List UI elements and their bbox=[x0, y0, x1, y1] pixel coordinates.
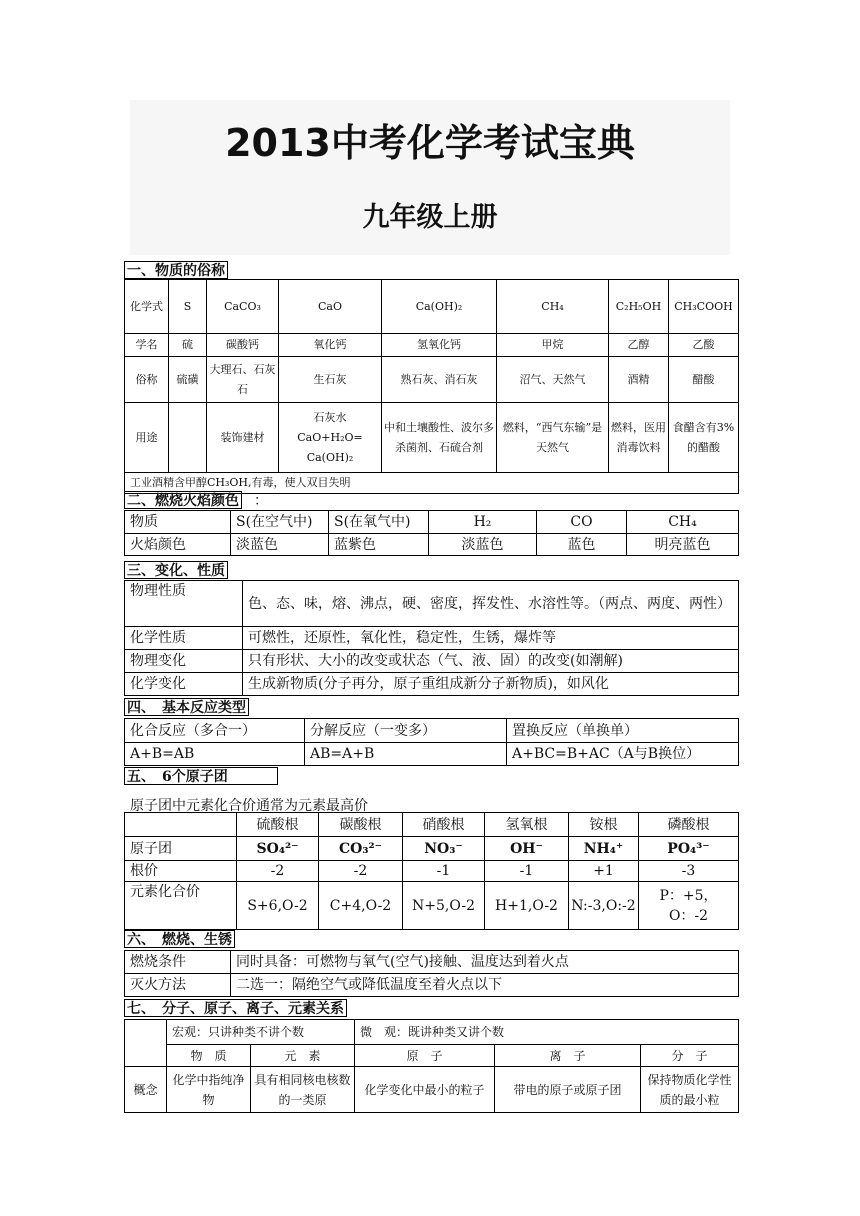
table-cell: 淡蓝色 bbox=[231, 534, 329, 556]
section-1-heading: 一、物质的俗称 bbox=[124, 261, 228, 279]
table-cell: 石灰水 CaO+H₂O= Ca(OH)₂ bbox=[279, 403, 382, 473]
table-cell: S bbox=[169, 280, 207, 334]
table-cell: 用途 bbox=[125, 403, 169, 473]
table-cell bbox=[125, 1020, 167, 1067]
table-cell: 铵根 bbox=[569, 813, 639, 837]
table-cell: 置换反应（单换单） bbox=[507, 719, 739, 743]
table-row bbox=[125, 719, 739, 743]
table-row bbox=[125, 974, 739, 997]
table-row bbox=[125, 627, 739, 650]
table-cell: 原子团 bbox=[125, 837, 237, 861]
table-cell: 甲烷 bbox=[497, 334, 609, 357]
table-cell: 分 子 bbox=[641, 1045, 739, 1067]
flame-color-table bbox=[124, 510, 739, 556]
table-cell: 保持物质化学性质的最小粒 bbox=[641, 1067, 739, 1113]
table-cell: 蓝色 bbox=[537, 534, 627, 556]
table-row bbox=[125, 882, 739, 930]
table-row bbox=[125, 673, 739, 696]
table-cell: A+BC=B+AC（A与B换位） bbox=[507, 743, 739, 766]
table-row bbox=[125, 581, 739, 627]
table-cell: 硫磺 bbox=[169, 357, 207, 403]
table-cell: 元素化合价 bbox=[125, 882, 237, 930]
table-cell: CaCO₃ bbox=[207, 280, 279, 334]
table-cell: 熟石灰、消石灰 bbox=[382, 357, 497, 403]
table-cell: 燃烧条件 bbox=[125, 951, 231, 974]
table-cell: 化学式 bbox=[125, 280, 169, 334]
table-cell: 带电的原子或原子团 bbox=[495, 1067, 641, 1113]
reaction-types-table bbox=[124, 718, 739, 766]
table-cell: Ca(OH)₂ bbox=[382, 280, 497, 334]
table-cell: 化学性质 bbox=[125, 627, 243, 650]
table-cell: 学名 bbox=[125, 334, 169, 357]
table-row bbox=[125, 743, 739, 766]
table-cell: -1 bbox=[485, 861, 569, 882]
table-cell: 物理性质 bbox=[125, 581, 243, 627]
table-row bbox=[125, 403, 739, 473]
table-cell: 具有相同核电核数的一类原 bbox=[251, 1067, 355, 1113]
table-cell: CO₃²⁻ bbox=[319, 837, 403, 861]
table-footnote: 工业酒精含甲醇CH₃OH,有毒，使人双目失明 bbox=[125, 473, 739, 494]
table-row bbox=[125, 861, 739, 882]
table-cell: H₂ bbox=[429, 511, 537, 534]
table-cell: 醋酸 bbox=[669, 357, 739, 403]
table-cell: H+1,O-2 bbox=[485, 882, 569, 930]
table-cell: 可燃性，还原性，氧化性，稳定性，生锈，爆炸等 bbox=[243, 627, 739, 650]
table-row bbox=[125, 1045, 739, 1067]
table-cell: 燃料，医用消毒饮料 bbox=[609, 403, 669, 473]
table-cell: 淡蓝色 bbox=[429, 534, 537, 556]
section-2-heading: 二、燃烧火焰颜色 bbox=[124, 491, 242, 509]
table-cell: 色、态、味，熔、沸点，硬、密度，挥发性、水溶性等。（两点、两度、两性） bbox=[243, 581, 739, 627]
table-cell: 氢氧根 bbox=[485, 813, 569, 837]
document-title: 2013中考化学考试宝典 bbox=[225, 121, 635, 165]
micro-note: 微 观：既讲种类又讲个数 bbox=[355, 1020, 739, 1045]
radicals-table bbox=[124, 812, 739, 930]
table-cell: 明亮蓝色 bbox=[627, 534, 739, 556]
table-cell: 氢氧化钙 bbox=[382, 334, 497, 357]
table-cell bbox=[125, 813, 237, 837]
table-cell: NO₃⁻ bbox=[403, 837, 485, 861]
table-cell: 燃料，“西气东输”是天然气 bbox=[497, 403, 609, 473]
common-names-table bbox=[124, 279, 739, 494]
table-cell: 氧化钙 bbox=[279, 334, 382, 357]
table-cell: AB=A+B bbox=[305, 743, 507, 766]
table-cell: N+5,O-2 bbox=[403, 882, 485, 930]
document-subtitle: 九年级上册 bbox=[362, 202, 498, 233]
table-cell: 大理石、石灰石 bbox=[207, 357, 279, 403]
section-6-heading: 六、 燃烧、生锈 bbox=[124, 930, 235, 948]
table-cell: 概念 bbox=[125, 1067, 167, 1113]
table-cell: NH₄⁺ bbox=[569, 837, 639, 861]
table-cell: 化学变化 bbox=[125, 673, 243, 696]
table-cell: CH₃COOH bbox=[669, 280, 739, 334]
table-cell: 分解反应（一变多） bbox=[305, 719, 507, 743]
table-cell: 原 子 bbox=[355, 1045, 495, 1067]
table-cell: S(在空气中) bbox=[231, 511, 329, 534]
table-cell: 磷酸根 bbox=[639, 813, 739, 837]
table-row bbox=[125, 951, 739, 974]
table-cell: 化学中指纯净物 bbox=[167, 1067, 251, 1113]
table-row bbox=[125, 334, 739, 357]
table-cell: 同时具备：可燃物与氧气(空气)接触、温度达到着火点 bbox=[231, 951, 739, 974]
table-row bbox=[125, 534, 739, 556]
table-cell: SO₄²⁻ bbox=[237, 837, 319, 861]
table-cell: 物质 bbox=[125, 511, 231, 534]
table-cell: CH₄ bbox=[627, 511, 739, 534]
table-cell: PO₄³⁻ bbox=[639, 837, 739, 861]
table-cell: -3 bbox=[639, 861, 739, 882]
table-cell: C₂H₅OH bbox=[609, 280, 669, 334]
macro-note: 宏观：只讲种类不讲个数 bbox=[167, 1020, 355, 1045]
table-cell: 乙醇 bbox=[609, 334, 669, 357]
table-cell: OH⁻ bbox=[485, 837, 569, 861]
table-row bbox=[125, 813, 739, 837]
table-cell: C+4,O-2 bbox=[319, 882, 403, 930]
section-5-heading: 五、 6个原子团 bbox=[124, 767, 278, 785]
table-cell: +1 bbox=[569, 861, 639, 882]
table-cell: S(在氧气中) bbox=[329, 511, 429, 534]
table-cell: 生成新物质(分子再分，原子重组成新分子新物质)，如风化 bbox=[243, 673, 739, 696]
section-4-heading: 四、 基本反应类型 bbox=[124, 698, 249, 716]
table-cell: 火焰颜色 bbox=[125, 534, 231, 556]
table-cell: 装饰建材 bbox=[207, 403, 279, 473]
table-row bbox=[125, 650, 739, 673]
table-cell: CO bbox=[537, 511, 627, 534]
table-cell: 物理变化 bbox=[125, 650, 243, 673]
properties-table bbox=[124, 580, 739, 696]
table-row bbox=[125, 1020, 739, 1045]
table-cell: 化学变化中最小的粒子 bbox=[355, 1067, 495, 1113]
section-7-heading: 七、 分子、原子、离子、元素关系 bbox=[124, 999, 347, 1017]
table-cell: S+6,O-2 bbox=[237, 882, 319, 930]
combustion-table bbox=[124, 950, 739, 997]
section-2-colon: ： bbox=[254, 493, 268, 509]
table-cell: 只有形状、大小的改变或状态（气、液、固）的改变(如潮解) bbox=[243, 650, 739, 673]
table-row bbox=[125, 511, 739, 534]
table-cell: 沼气、天然气 bbox=[497, 357, 609, 403]
table-cell: 酒精 bbox=[609, 357, 669, 403]
table-cell: 二选一：隔绝空气或降低温度至着火点以下 bbox=[231, 974, 739, 997]
table-cell: CH₄ bbox=[497, 280, 609, 334]
table-cell: 碳酸根 bbox=[319, 813, 403, 837]
table-cell: A+B=AB bbox=[125, 743, 305, 766]
section-3-heading: 三、变化、性质 bbox=[124, 561, 228, 579]
radical-note: 原子团中元素化合价通常为元素最高价 bbox=[130, 798, 368, 814]
table-cell: 碳酸钙 bbox=[207, 334, 279, 357]
table-cell: 硫 bbox=[169, 334, 207, 357]
table-cell: -1 bbox=[403, 861, 485, 882]
table-cell: 食醋含有3%的醋酸 bbox=[669, 403, 739, 473]
table-cell: 乙酸 bbox=[669, 334, 739, 357]
table-cell: 蓝紫色 bbox=[329, 534, 429, 556]
table-cell: 元 素 bbox=[251, 1045, 355, 1067]
table-cell: 离 子 bbox=[495, 1045, 641, 1067]
table-cell bbox=[169, 403, 207, 473]
table-row bbox=[125, 357, 739, 403]
table-cell: -2 bbox=[319, 861, 403, 882]
table-cell: 俗称 bbox=[125, 357, 169, 403]
table-cell: 硝酸根 bbox=[403, 813, 485, 837]
table-cell: 化合反应（多合一） bbox=[125, 719, 305, 743]
table-row bbox=[125, 280, 739, 334]
table-row bbox=[125, 837, 739, 861]
table-cell: 生石灰 bbox=[279, 357, 382, 403]
table-cell: 硫酸根 bbox=[237, 813, 319, 837]
table-cell: -2 bbox=[237, 861, 319, 882]
table-cell: N:-3,O:-2 bbox=[569, 882, 639, 930]
table-cell: 物 质 bbox=[167, 1045, 251, 1067]
table-cell: CaO bbox=[279, 280, 382, 334]
table-cell: 根价 bbox=[125, 861, 237, 882]
table-cell: 灭火方法 bbox=[125, 974, 231, 997]
table-cell: P：+5，O：-2 bbox=[639, 882, 739, 930]
table-row bbox=[125, 1067, 739, 1113]
particles-table bbox=[124, 1019, 739, 1113]
table-cell: 中和土壤酸性、波尔多杀菌剂、石硫合剂 bbox=[382, 403, 497, 473]
